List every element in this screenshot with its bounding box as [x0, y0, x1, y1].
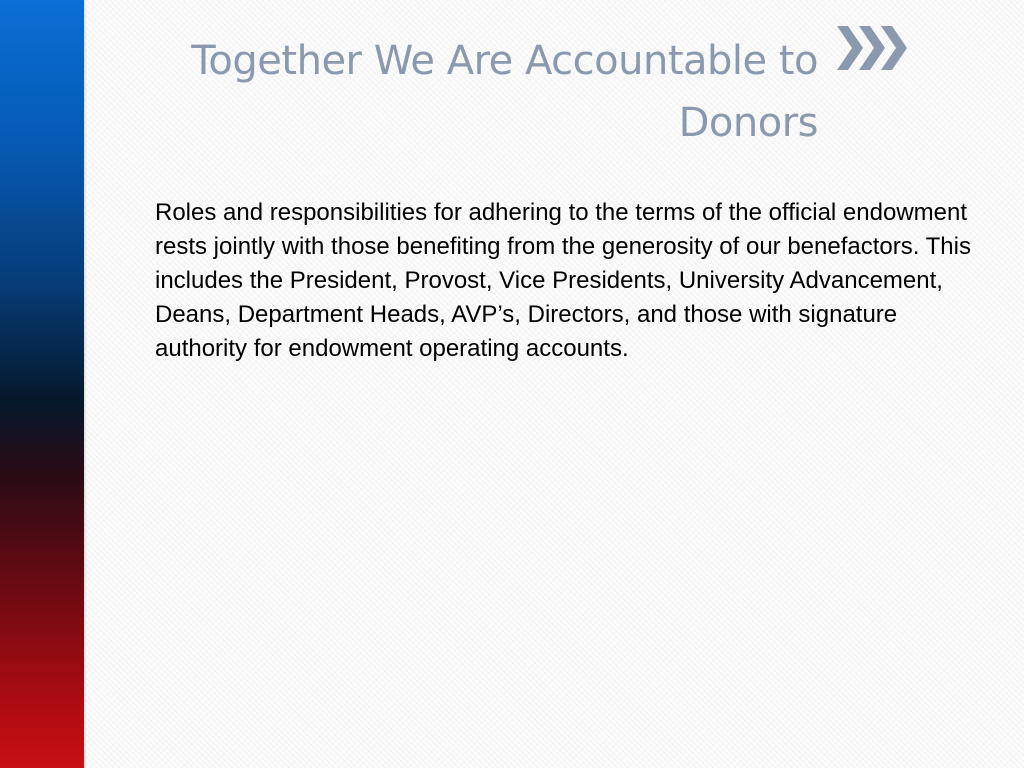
sidebar-shadow [84, 0, 87, 768]
decorative-sidebar [0, 0, 84, 768]
slide-title: Together We Are Accountable to Donors [191, 38, 818, 146]
slide-body-text: Roles and responsibilities for adhering to the terms of the official endowment rests jointly with those benefiting from the generosity of our benefactors. This includes the President, Provost, Vice Presidents, University Advancement, Deans, Department Heads, AVP’s, Directors, and those with signature authority for endowment operating accounts. [155, 199, 971, 362]
triple-chevron-right-icon [833, 20, 913, 76]
